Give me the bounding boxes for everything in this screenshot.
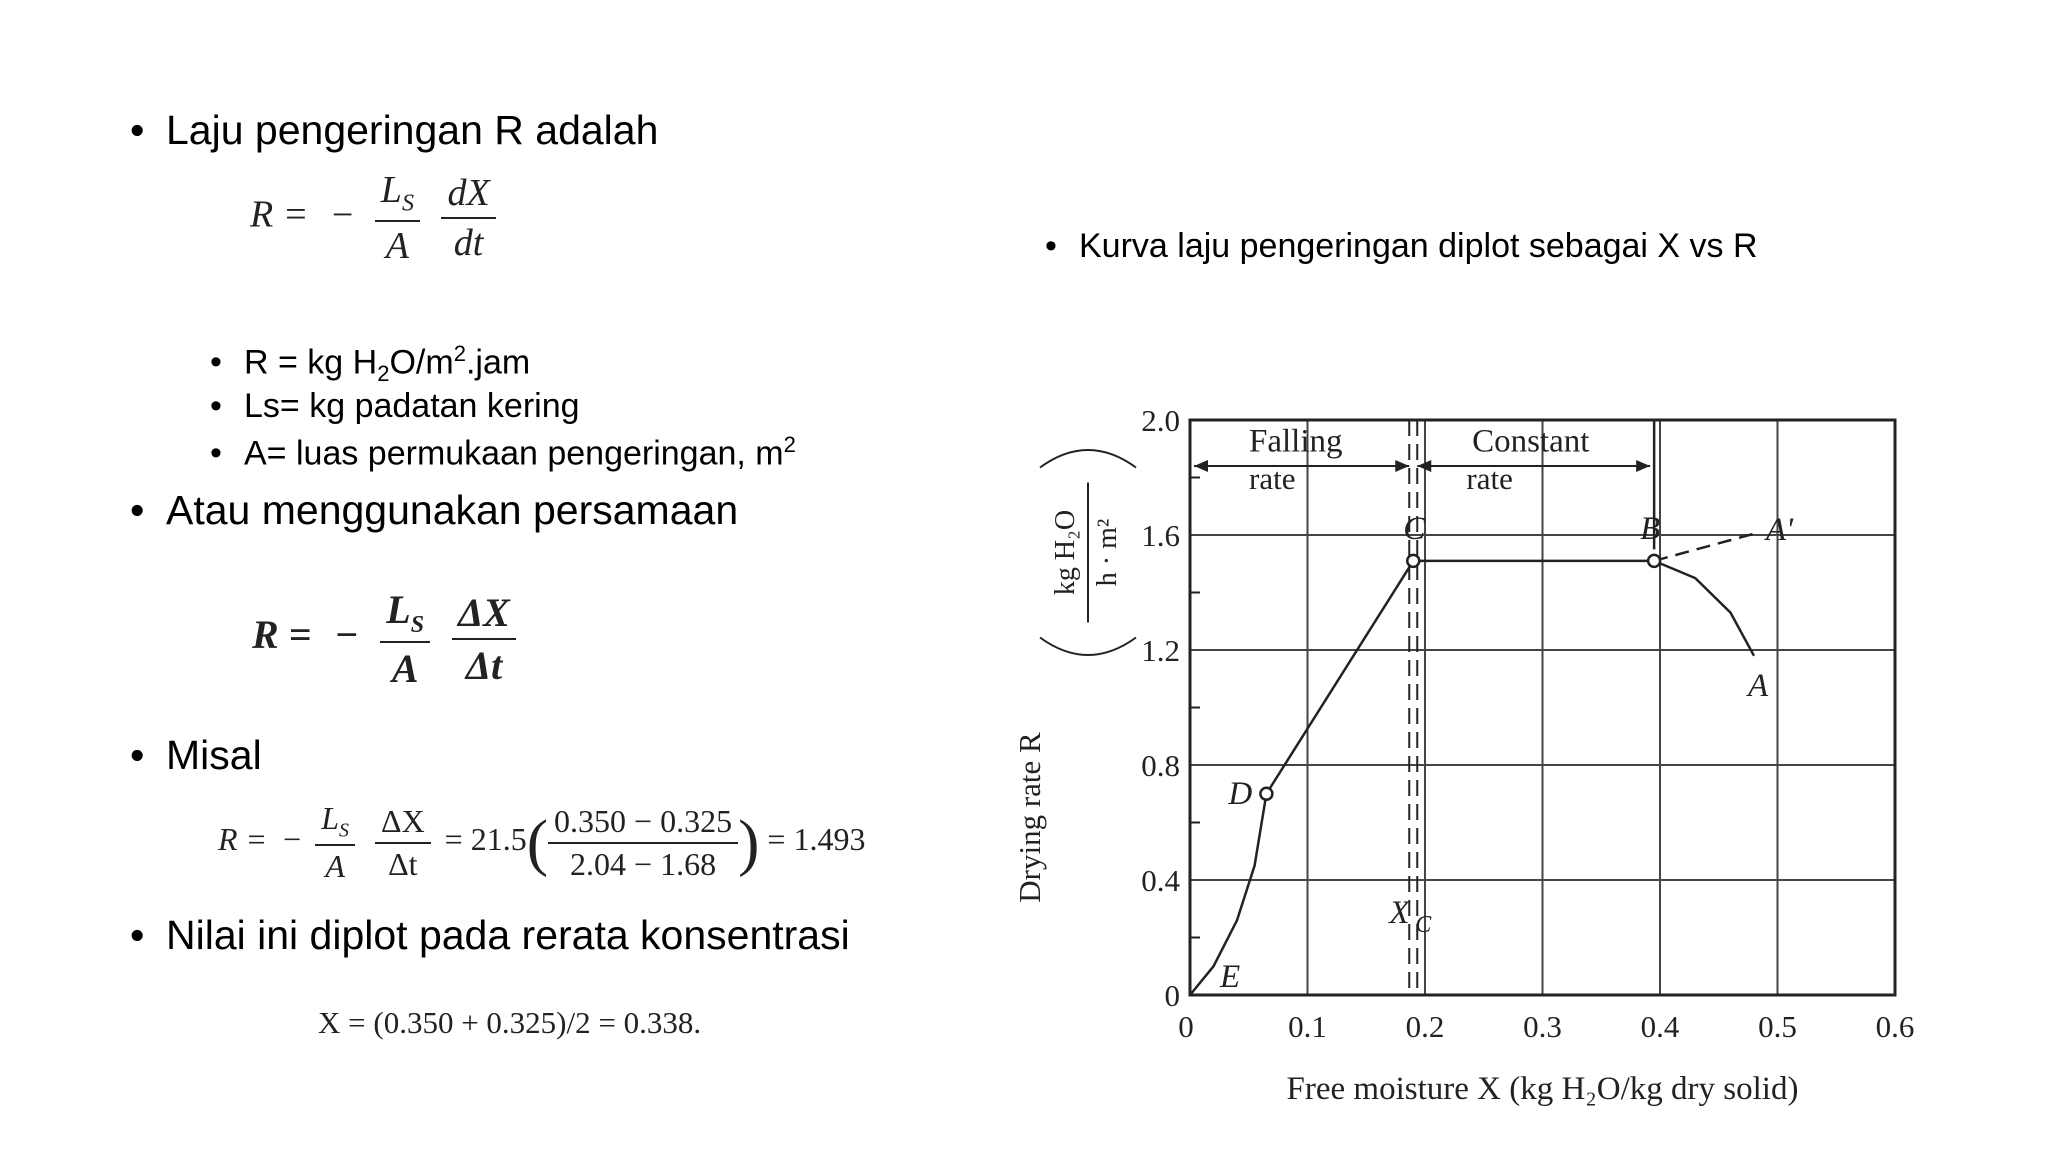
y-tick-label: 2.0 [1141, 403, 1180, 438]
point-label-D: D [1228, 775, 1253, 812]
series-line-dashed [1654, 532, 1760, 561]
y-axis-unit-denominator: h · m² [1092, 518, 1123, 587]
chart-markers [1260, 555, 1660, 800]
point-label-B: B [1640, 510, 1661, 547]
sub-bullet-ls: • Ls= kg padatan kering [210, 387, 580, 425]
bullet-rerata-konsentrasi: • Nilai ini diplot pada rerata konsentrasi [130, 912, 850, 958]
bullet-persamaan: • Atau menggunakan persamaan [130, 487, 739, 533]
series-line [1190, 561, 1754, 995]
chart-grid [1190, 420, 1895, 995]
sub-bullet-r-units: • R = kg $H_2O/m^2.jam$ [210, 341, 531, 387]
drying-rate-chart [980, 380, 1940, 1140]
sub-bullet-area: • A= luas permukaan pengeringan, $m^2$ [210, 432, 796, 473]
equation-drying-rate-derivative: R = − $\frac{L_S}{A}$ $\frac{dX}{dt}$ [250, 168, 502, 268]
x-tick-label: 0.1 [1288, 1009, 1327, 1044]
region-arrowhead-right [1636, 460, 1650, 472]
x-tick-label: 0 [1178, 1009, 1194, 1044]
chart-series [1190, 532, 1760, 995]
region-label-line1: Constant [1472, 423, 1590, 460]
xc-label-sub: C [1415, 911, 1432, 938]
region-label-line2: rate [1466, 461, 1513, 496]
y-tick-label: 1.6 [1141, 518, 1180, 553]
bullet-laju-pengeringan: • Laju pengeringan R adalah [130, 107, 659, 153]
y-tick-label: 1.2 [1141, 633, 1180, 668]
y-axis-unit-paren-left [1040, 638, 1136, 656]
y-tick-label: 0.8 [1141, 748, 1180, 783]
data-point-marker [1648, 555, 1660, 567]
data-point-marker [1260, 788, 1272, 800]
region-label-line1: Falling [1248, 423, 1343, 460]
x-tick-label: 0.4 [1640, 1009, 1680, 1044]
bullet-misal: • Misal [130, 732, 262, 778]
x-axis-label: Free moisture X (kg H₂O/kg dry solid) [1286, 1071, 1799, 1107]
chart-ticks [1141, 403, 1914, 1044]
x-tick-label: 0.5 [1758, 1009, 1797, 1044]
region-arrowhead-left [1194, 460, 1208, 472]
equation-drying-rate-difference: R = − $\frac{L_S}{A}$ $\frac{\Delta X}{\Delta t}$ [252, 586, 522, 692]
x-tick-label: 0.3 [1523, 1009, 1562, 1044]
y-axis-unit-paren-right [1040, 450, 1136, 468]
point-label-A: A [1748, 667, 1769, 704]
equation-average-x: X = (0.350 + 0.325)/2 = 0.338. [318, 1005, 702, 1040]
point-label-E: E [1220, 959, 1241, 995]
y-tick-label: 0 [1164, 978, 1180, 1013]
equation-example: R = − $\frac{L_S}{A}$ $\frac{\Delta X}{\Delta t}$ = 21.5( $\frac{0.350 - 0.325}{2.04 - 1.68}$ ) = 1.493 [218, 800, 866, 885]
region-label-line2: rate [1249, 461, 1296, 496]
y-axis-label-group [1012, 450, 1136, 903]
bullet-kurva: • Kurva laju pengeringan diplot sebagai X vs R [1045, 227, 1758, 265]
y-tick-label: 0.4 [1141, 863, 1180, 898]
y-axis-label: Drying rate R [1012, 732, 1047, 903]
region-arrowhead-right [1395, 460, 1409, 472]
point-label-A-prime: A' [1765, 512, 1794, 549]
y-axis-unit-numerator: kg H₂O [1050, 509, 1081, 596]
point-label-C: C [1403, 510, 1426, 547]
chart-point-labels [1219, 511, 1794, 995]
x-tick-label: 0.6 [1875, 1009, 1915, 1044]
x-tick-label: 0.2 [1405, 1009, 1445, 1044]
xc-label: X [1389, 895, 1410, 932]
